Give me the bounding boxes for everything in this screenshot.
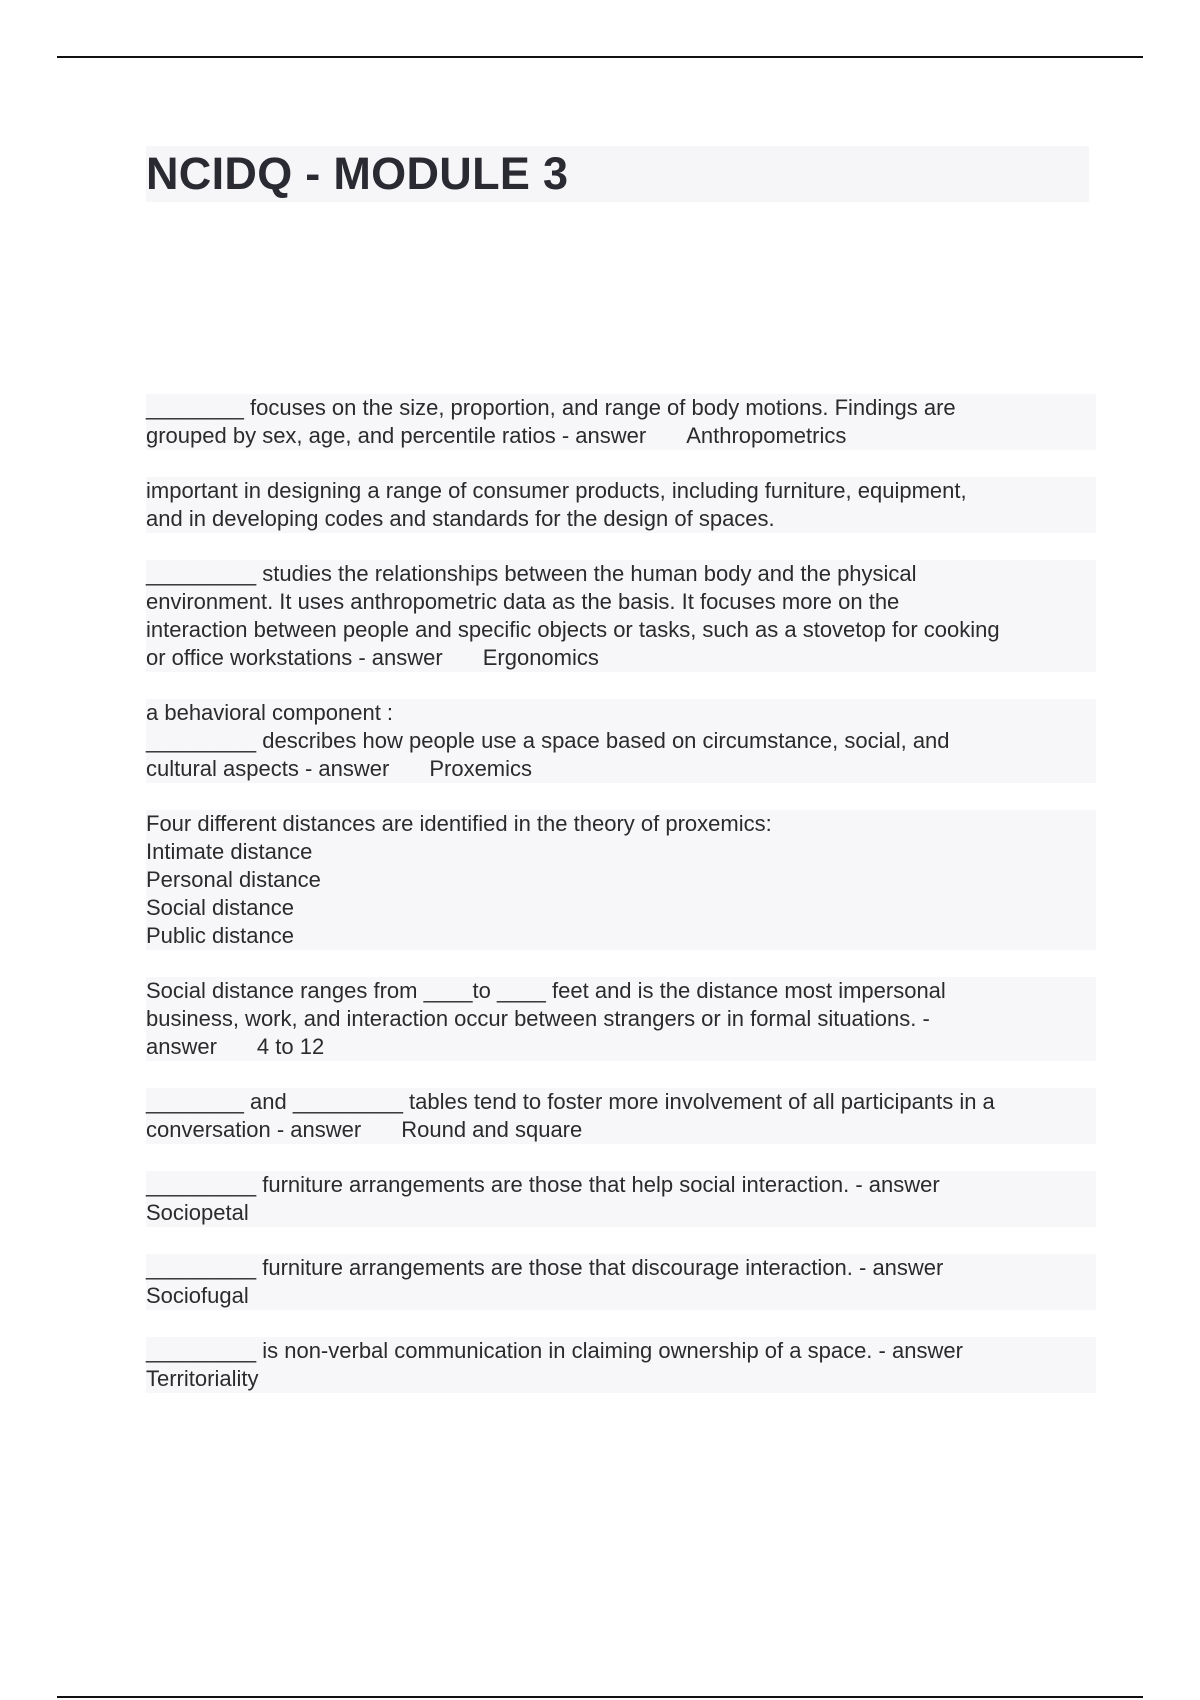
page-title: NCIDQ - MODULE 3	[146, 148, 569, 199]
card-line-text: or office workstations - answer	[146, 645, 443, 670]
card-line	[146, 422, 1096, 450]
card-answer: Proxemics	[429, 756, 533, 781]
card-line: Territoriality	[146, 1366, 259, 1391]
flashcard	[146, 477, 1096, 533]
card-answer: Anthropometrics	[686, 423, 847, 448]
card-line	[146, 644, 1096, 672]
card-answer: Ergonomics	[482, 645, 599, 670]
flashcard	[146, 1171, 1096, 1227]
card-line-text: grouped by sex, age, and percentile ratios - answer	[146, 423, 647, 448]
bottom-rule	[57, 1696, 1143, 1698]
card-line: and in developing codes and standards for the design of spaces.	[146, 506, 775, 531]
card-line: _________ furniture arrangements are those that discourage interaction. - answer	[146, 1255, 944, 1280]
card-line: interaction between people and specific objects or tasks, such as a stovetop for cooking	[146, 617, 1000, 642]
card-line: _________ is non-verbal communication in claiming ownership of a space. - answer	[146, 1338, 963, 1363]
card-line: Personal distance	[146, 867, 321, 892]
flashcard	[146, 1254, 1096, 1310]
flashcard	[146, 394, 1096, 450]
flashcard	[146, 977, 1096, 1061]
card-line	[146, 1033, 1096, 1061]
flashcard	[146, 699, 1096, 783]
card-line: Social distance	[146, 895, 294, 920]
flashcard	[146, 810, 1096, 950]
card-line: a behavioral component :	[146, 700, 394, 725]
card-line: important in designing a range of consumer products, including furniture, equipment,	[146, 478, 967, 503]
card-line: ________ and _________ tables tend to foster more involvement of all participants in a	[146, 1089, 995, 1114]
card-line: Social distance ranges from ____to ____ feet and is the distance most impersonal	[146, 978, 946, 1003]
card-line	[146, 755, 1096, 783]
card-line: business, work, and interaction occur between strangers or in formal situations. -	[146, 1006, 930, 1031]
card-line-text: answer	[146, 1034, 217, 1059]
card-line: Public distance	[146, 923, 294, 948]
card-line: Sociofugal	[146, 1283, 249, 1308]
flashcard	[146, 1088, 1096, 1144]
card-answer: Round and square	[401, 1117, 583, 1142]
top-rule	[57, 56, 1143, 58]
card-line: ________ focuses on the size, proportion, and range of body motions. Findings are	[146, 395, 956, 420]
card-line: _________ furniture arrangements are those that help social interaction. - answer	[146, 1172, 940, 1197]
card-line: _________ describes how people use a space based on circumstance, social, and	[146, 728, 950, 753]
card-line: Four different distances are identified in the theory of proxemics:	[146, 811, 772, 836]
card-line: environment. It uses anthropometric data as the basis. It focuses more on the	[146, 589, 900, 614]
card-line: _________ studies the relationships between the human body and the physical	[146, 561, 917, 586]
card-line-text: conversation - answer	[146, 1117, 362, 1142]
flashcard	[146, 1337, 1096, 1393]
card-answer: 4 to 12	[256, 1034, 325, 1059]
card-line	[146, 1116, 1096, 1144]
card-line: Sociopetal	[146, 1200, 249, 1225]
flashcard	[146, 560, 1096, 672]
card-line-text: cultural aspects - answer	[146, 756, 390, 781]
card-line: Intimate distance	[146, 839, 313, 864]
flashcard-list	[146, 394, 1096, 1420]
